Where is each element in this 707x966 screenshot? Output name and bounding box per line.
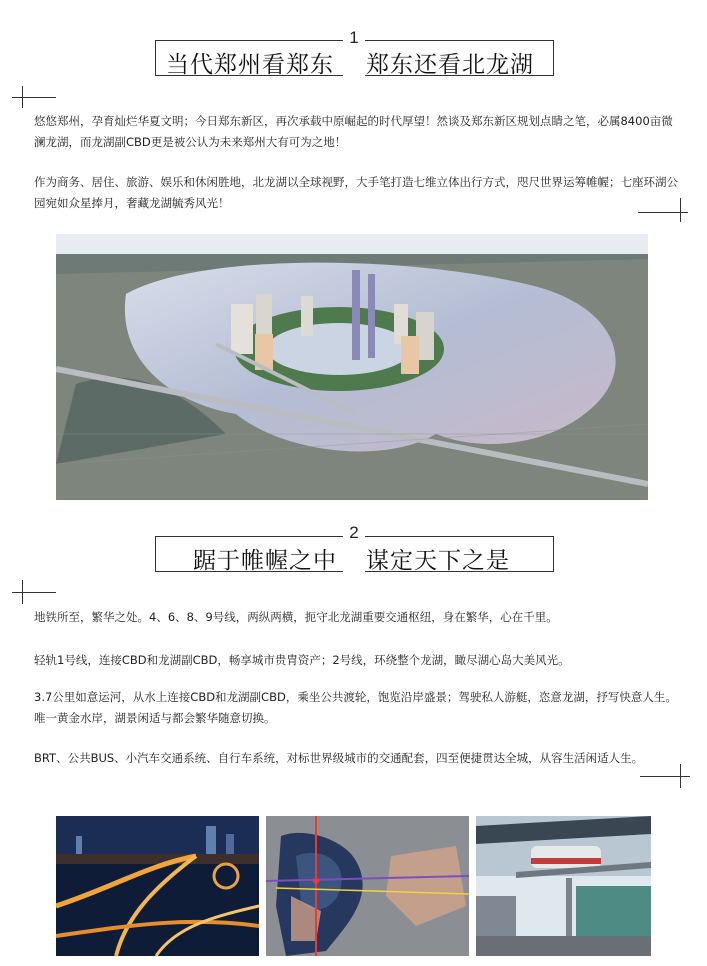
night-highway-image [56, 816, 259, 956]
transit-map-illustration [266, 816, 469, 956]
section2-title-left: 踞于帷幄之中 [193, 548, 337, 574]
crosshair-h [12, 592, 56, 593]
crosshair-v [22, 580, 23, 604]
section1-paragraph-1: 悠悠郑州，孕育灿烂华夏文明；今日郑东新区，再次承载中原崛起的时代厚望！然谈及郑东新区规划点睛之笔，必属8400亩微澜龙湖，而龙湖副CBD更是被公认为未来郑州大有可为之地！ [34, 114, 673, 149]
section1-title-right: 郑东还看北龙湖 [366, 52, 534, 78]
night-interchange-illustration [56, 816, 259, 956]
aerial-lake-illustration [56, 234, 648, 500]
crosshair-v [680, 198, 681, 222]
section2-paragraph-2: 轻轨1号线，连接CBD和龙湖副CBD，畅享城市贵胄资产；2号线，环绕整个龙湖，瞰尽湖心岛大美风光。 [34, 653, 570, 667]
transit-map-image [266, 816, 469, 956]
section2-paragraph-1: 地铁所至，繁华之处。4、6、8、9号线，两纵两横，扼守北龙湖重要交通枢纽，身在繁华，心在千里。 [34, 610, 558, 624]
monorail-image [476, 816, 651, 956]
crosshair-h [640, 776, 690, 777]
section2-title-right: 谋定天下之是 [366, 548, 510, 574]
crosshair-v [680, 764, 681, 788]
aerial-image [56, 234, 648, 500]
crosshair-v [22, 86, 23, 108]
monorail-illustration [476, 816, 651, 956]
crosshair-h [12, 97, 56, 98]
section2-number: 2 [349, 523, 359, 542]
section1-paragraph-2: 作为商务、居住、旅游、娱乐和休闲胜地，北龙湖以全球视野，大手笔打造七维立体出行方式，咫尺世界运筹帷幄；七座环湖公园宛如众星捧月，奢藏龙湖毓秀风光！ [34, 175, 678, 210]
section2-paragraph-4: BRT、公共BUS、小汽车交通系统、自行车系统，对标世界级城市的交通配套，四至便捷贯达全城，从容生活闲适人生。 [34, 751, 644, 765]
section1-number: 1 [349, 28, 359, 47]
section1-title-left: 当代郑州看郑东 [166, 52, 334, 78]
section2-paragraph-3: 3.7公里如意运河，从水上连接CBD和龙湖副CBD，乘坐公共渡轮，饱览沿岸盛景；驾驶私人游艇，恣意龙湖，抒写快意人生。唯一黄金水岸，湖景闲适与都会繁华随意切换。 [34, 690, 677, 725]
